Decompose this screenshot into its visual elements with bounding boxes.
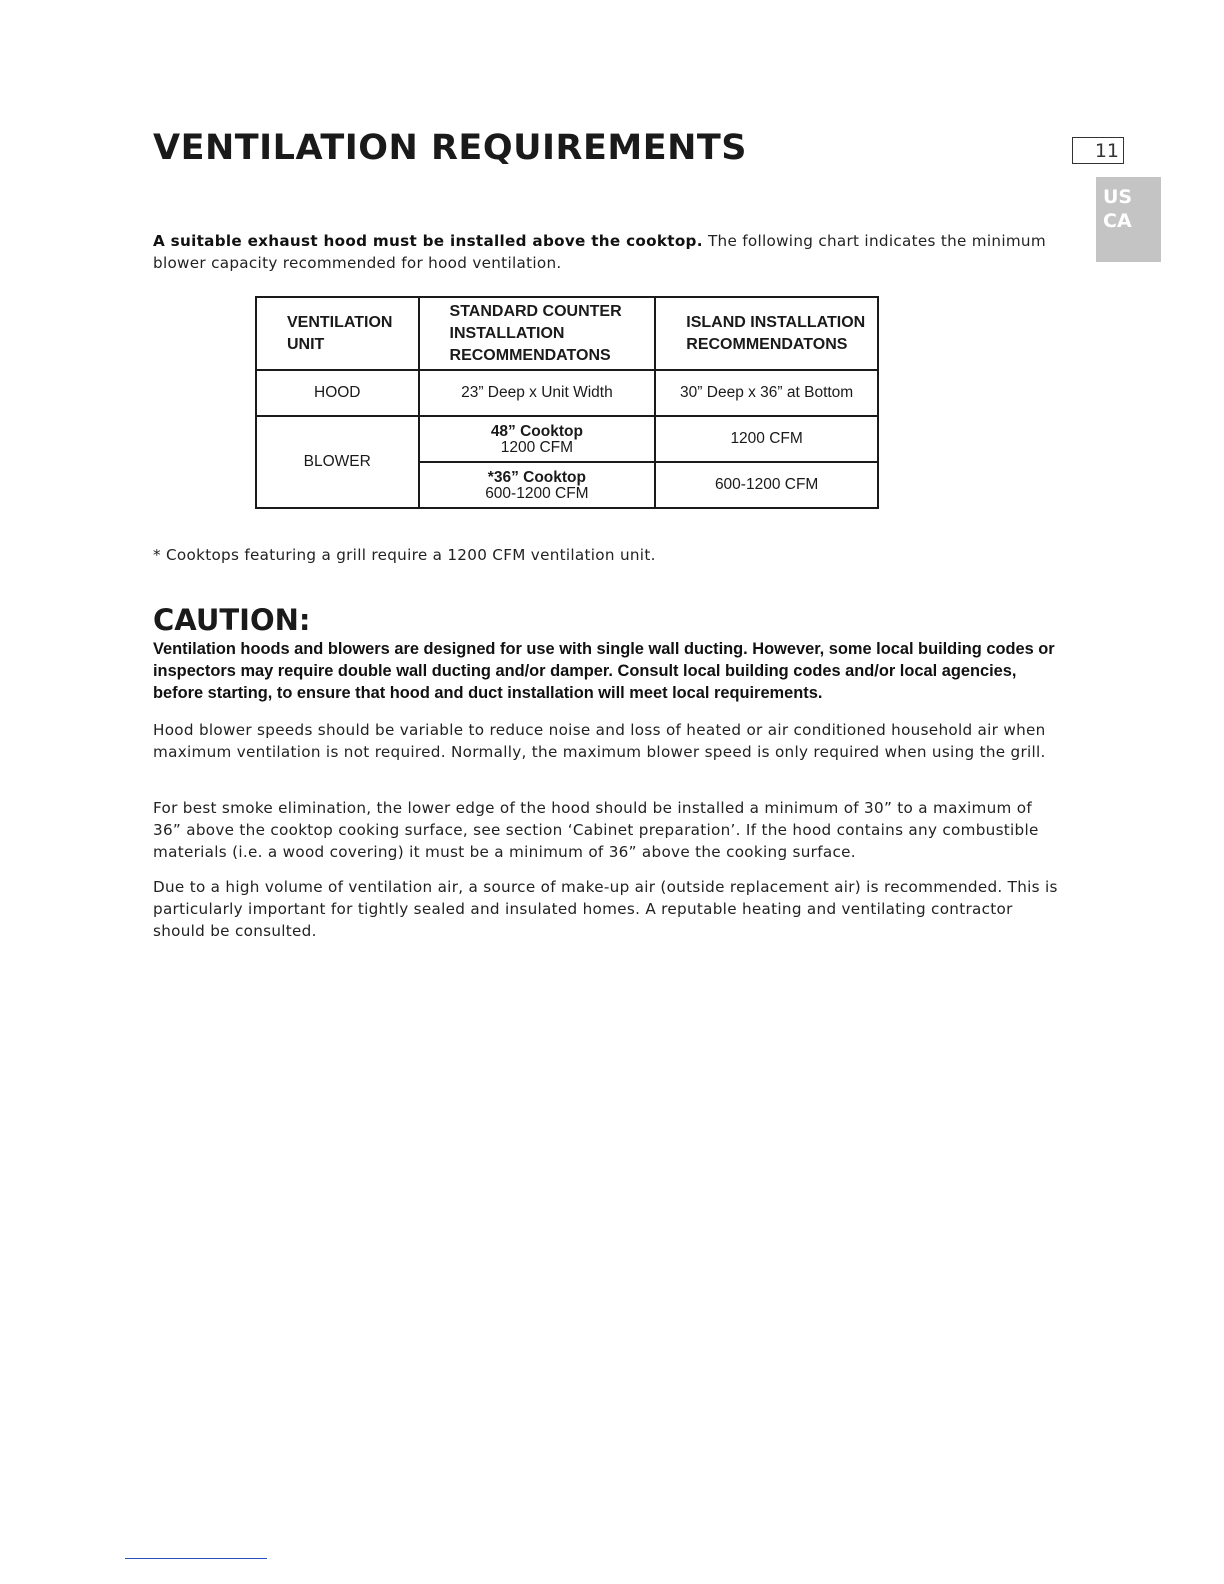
bottom-divider [125, 1558, 267, 1559]
paragraph-blower-speeds: Hood blower speeds should be variable to reduce noise and loss of heated or air conditioned household air when maximum ventilation is not required. Normally, the maximum blower speed is only required when using the grill. [153, 721, 1046, 761]
region-tab-ca: CA [1103, 210, 1132, 232]
header-ventilation-unit [256, 297, 419, 370]
paragraph-smoke-elimination: For best smoke elimination, the lower edge of the hood should be installed a minimum of 30” to a maximum of 36” above the cooktop cooking surface, see section ‘Cabinet preparation’. If the hood contains any combustible materials (i.e. a wood covering) it must be a minimum of 36” above the cooking surface. [153, 799, 1039, 861]
header-col3-line1: ISLAND INSTALLATION [686, 313, 866, 331]
page-number: 11 [1072, 137, 1124, 164]
page-title: VENTILATION REQUIREMENTS [153, 128, 748, 168]
ventilation-table [255, 296, 879, 509]
cell-hood-label: HOOD [256, 370, 419, 416]
header-island-installation [655, 297, 878, 370]
table-header-row [256, 297, 878, 370]
caution-title: CAUTION: [153, 603, 311, 637]
cell-blower-label: BLOWER [256, 416, 419, 508]
cell-blower-36-bold: *36” Cooktop [487, 468, 586, 486]
table-row-hood [256, 370, 878, 416]
footnote: * Cooktops featuring a grill require a 1200 CFM ventilation unit. [153, 546, 656, 564]
header-standard-counter [419, 297, 656, 370]
intro-paragraph [153, 230, 1053, 274]
header-col3-line2: RECOMMENDATONS [686, 335, 848, 353]
caution-text: Ventilation hoods and blowers are designed for use with single wall ducting. However, some local building codes or inspectors may require double wall ducting and/or damper. Consult local building codes and/or local agencies, before starting, to ensure that hood and duct installation will meet local requirements. [153, 640, 1055, 702]
cell-blower-36-sub: 600-1200 CFM [485, 484, 589, 502]
header-col1-line1: VENTILATION [287, 313, 393, 331]
cell-blower-36-island: 600-1200 CFM [655, 462, 878, 508]
cell-blower-48-island: 1200 CFM [655, 416, 878, 462]
cell-blower-48-sub: 1200 CFM [500, 438, 574, 456]
cell-hood-standard: 23” Deep x Unit Width [419, 370, 656, 416]
region-tab [1096, 177, 1161, 262]
cell-blower-48-bold: 48” Cooktop [490, 422, 583, 440]
cell-blower-36-standard [419, 462, 656, 508]
cell-hood-island: 30” Deep x 36” at Bottom [655, 370, 878, 416]
region-tab-us: US [1103, 186, 1133, 208]
paragraph-make-up-air: Due to a high volume of ventilation air, a source of make-up air (outside replacement air) is recommended. This is particularly important for tightly sealed and insulated homes. A reputable heating and ventilating contractor should be consulted. [153, 878, 1058, 940]
table-row-blower-48 [256, 416, 878, 462]
header-col2-line2: INSTALLATION [449, 324, 565, 342]
intro-text: The following chart indicates the minimum blower capacity recommended for hood ventilation. [153, 232, 1046, 272]
intro-bold-text: A suitable exhaust hood must be installed above the cooktop. [153, 232, 703, 250]
header-col2-line1: STANDARD COUNTER [449, 302, 622, 320]
header-col1-line2: UNIT [287, 335, 325, 353]
header-col2-line3: RECOMMENDATONS [449, 346, 611, 364]
cell-blower-48-standard [419, 416, 656, 462]
